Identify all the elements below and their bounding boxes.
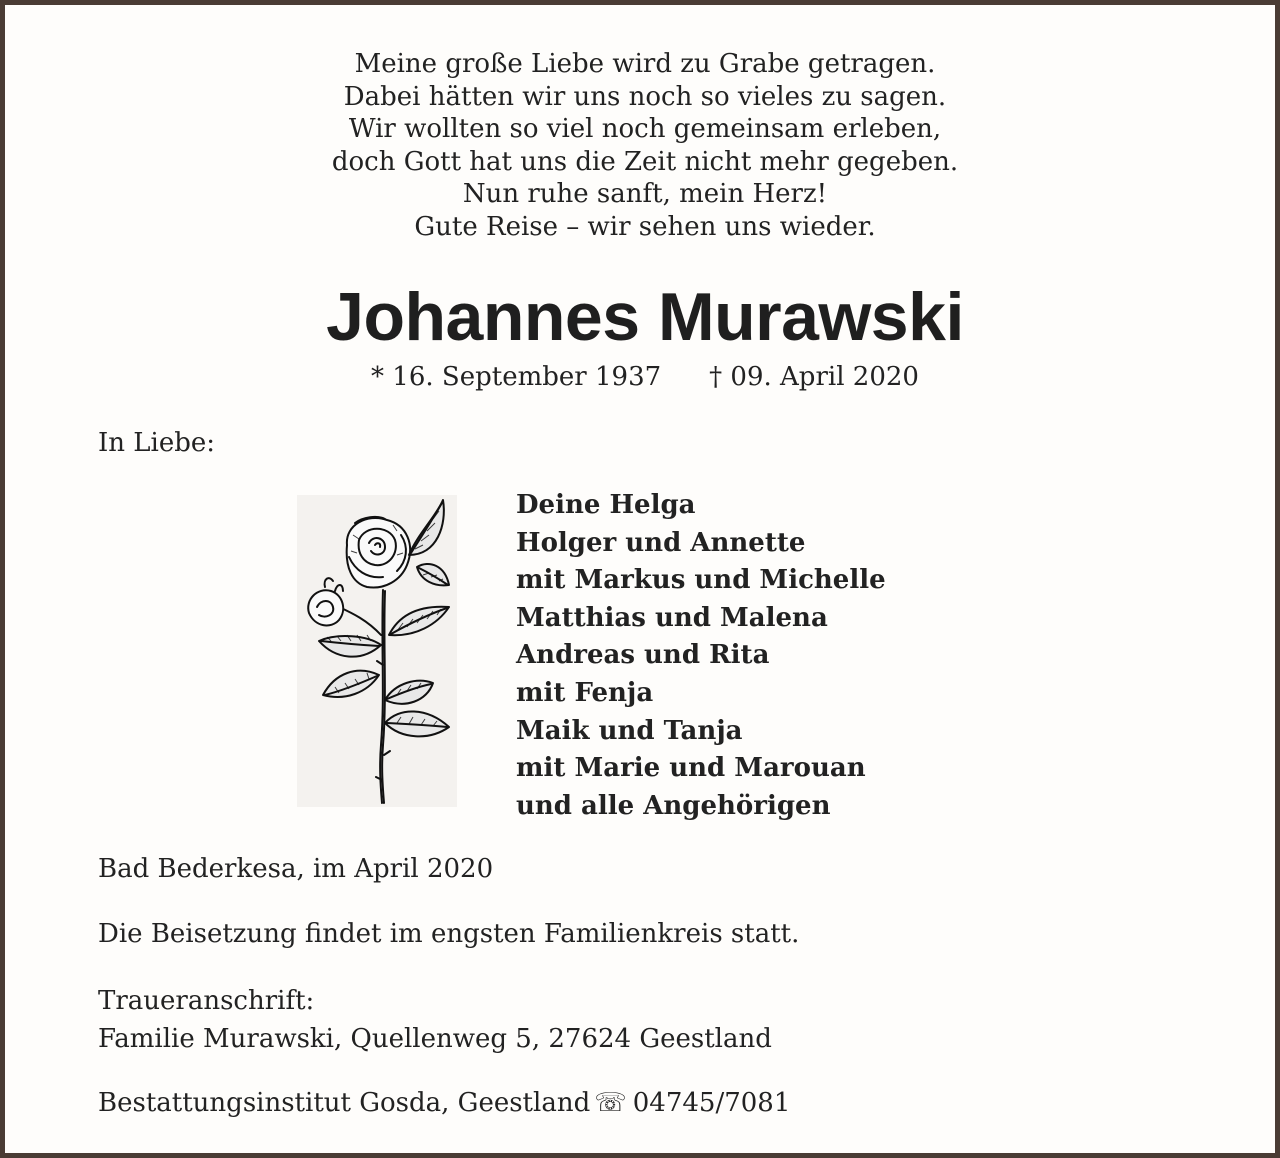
death-date: † 09. April 2020 bbox=[709, 362, 919, 392]
poem-line: Nun ruhe sanft, mein Herz! bbox=[462, 179, 828, 209]
telephone-icon: ☏ bbox=[594, 1088, 627, 1118]
poem-line: Meine große Liebe wird zu Grabe getragen. bbox=[354, 49, 936, 79]
birth-date: * 16. September 1937 bbox=[371, 362, 662, 392]
undertaker-name: Bestattungsinstitut Gosda, Geestland bbox=[98, 1088, 591, 1118]
address-line: Familie Murawski, Quellenweg 5, 27624 Geestland bbox=[98, 1024, 772, 1054]
address-label: Traueranschrift: bbox=[98, 986, 315, 1016]
mourner-entry: Holger und Annette bbox=[516, 527, 806, 558]
poem-line: Gute Reise – wir sehen uns wieder. bbox=[414, 211, 876, 242]
mourner-entry: Andreas und Rita bbox=[516, 640, 770, 671]
poem-line: doch Gott hat uns die Zeit nicht mehr gegeben. bbox=[331, 146, 959, 177]
mourner-entry: mit Markus und Michelle bbox=[516, 565, 886, 596]
in-love-label: In Liebe: bbox=[98, 428, 216, 458]
mourner-entry: und alle Angehörigen bbox=[516, 790, 831, 821]
undertaker-line bbox=[98, 1086, 790, 1120]
life-dates bbox=[5, 360, 1280, 394]
poem-line: Dabei hätten wir uns noch so vieles zu sagen. bbox=[343, 81, 947, 112]
burial-note: Die Beisetzung findet im engsten Familienkreis statt. bbox=[98, 919, 800, 949]
mourner-entry: Maik und Tanja bbox=[516, 715, 743, 746]
place-date: Bad Bederkesa, im April 2020 bbox=[98, 854, 494, 884]
mourner-entry: mit Marie und Marouan bbox=[516, 753, 866, 784]
poem-line: Wir wollten so viel noch gemeinsam erleben, bbox=[348, 114, 942, 144]
deceased-name: Johannes Murawski bbox=[326, 279, 964, 355]
rose-illustration-icon bbox=[297, 495, 457, 807]
mourning-address bbox=[98, 982, 772, 1058]
mourner-entry: mit Fenja bbox=[516, 677, 654, 708]
mourner-entry: Deine Helga bbox=[516, 490, 696, 520]
mourners-list bbox=[516, 487, 886, 825]
undertaker-phone: 04745/7081 bbox=[632, 1088, 791, 1118]
poem bbox=[5, 48, 1280, 243]
mourner-entry: Matthias und Malena bbox=[516, 602, 828, 633]
